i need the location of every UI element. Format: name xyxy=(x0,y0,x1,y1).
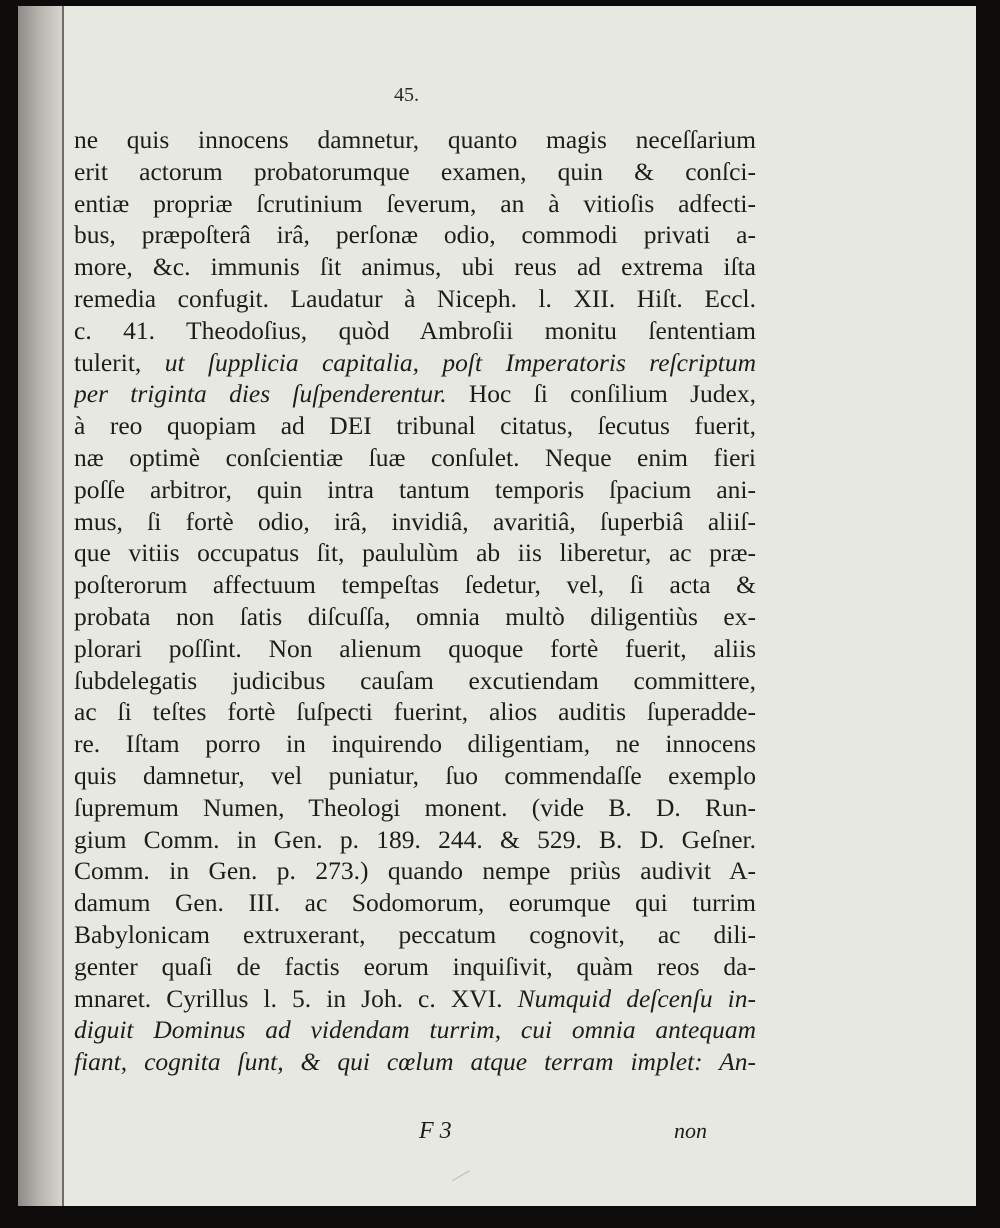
italic-run: diguit Dominus ad videndam turrim, cui omnia antequam xyxy=(74,1015,756,1045)
text-line: mus, ſi fortè odio, irâ, invidiâ, avaritiâ, ſuperbiâ aliiſ- xyxy=(74,506,756,536)
text-line xyxy=(74,378,756,410)
text-line: quis damnetur, vel puniatur, ſuo commendaſſe exemplo xyxy=(74,760,756,790)
italic-run: per triginta dies ſuſpenderentur. xyxy=(74,379,447,409)
text-line: poſſe arbitror, quin intra tantum temporis ſpacium ani- xyxy=(74,474,756,504)
text-line: entiæ propriæ ſcrutinium ſeverum, an à vitioſis adfecti- xyxy=(74,188,756,218)
text-line: ſubdelegatis judicibus cauſam excutiendam committere, xyxy=(74,665,756,695)
ink-smudge xyxy=(446,1160,470,1181)
text-line xyxy=(74,1046,756,1078)
text-run: tulerit, xyxy=(74,347,165,377)
text-line: erit actorum probatorumque examen, quin & conſci- xyxy=(74,156,756,186)
text-run: Hoc ſi conſilium Judex, xyxy=(446,379,756,409)
catchword: non xyxy=(674,1118,707,1143)
text-line: ac ſi teſtes fortè ſuſpecti fuerint, alios auditis ſuperadde- xyxy=(74,697,756,727)
text-line: damum Gen. III. ac Sodomorum, eorumque qui turrim xyxy=(74,888,756,918)
text-line: ſupremum Numen, Theologi monent. (vide B. D. Run- xyxy=(74,792,756,822)
text-line: remedia confugit. Laudatur à Niceph. l. XII. Hiſt. Eccl. xyxy=(74,283,756,313)
text-line: poſterorum affectuum tempeſtas ſedetur, vel, ſi acta & xyxy=(74,570,756,600)
text-line: Comm. in Gen. p. 273.) quando nempe priùs audivit A- xyxy=(74,856,756,886)
text-line: more, &c. immunis ſit animus, ubi reus ad extrema iſta xyxy=(74,252,756,282)
text-line: genter quaſi de factis eorum inquiſivit, quàm reos da- xyxy=(74,951,756,981)
page-number: 45. xyxy=(394,84,419,106)
text-line: bus, præpoſterâ irâ, perſonæ odio, commodi privati a- xyxy=(74,220,756,250)
text-line: que vitiis occupatus ſit, paululùm ab iis liberetur, ac præ- xyxy=(74,538,756,568)
italic-run: Numquid deſcenſu in- xyxy=(517,983,756,1013)
text-run: mnaret. Cyrillus l. 5. in Joh. c. XVI. xyxy=(74,983,518,1013)
text-line: re. Iſtam porro in inquirendo diligentiam, ne innocens xyxy=(74,729,756,759)
body-text xyxy=(74,87,756,1078)
scanned-page xyxy=(18,6,976,1206)
text-line: probata non ſatis diſcuſſa, omnia multò diligentiùs ex- xyxy=(74,601,756,631)
text-line: plorari poſſint. Non alienum quoque fortè fuerit, aliis xyxy=(74,633,756,663)
book-spine-shadow xyxy=(18,6,64,1206)
text-line xyxy=(74,1014,756,1046)
gutter-line xyxy=(62,6,64,1206)
text-line: Babylonicam extruxerant, peccatum cognovit, ac dili- xyxy=(74,919,756,949)
text-line: à reo quopiam ad DEI tribunal citatus, ſecutus fuerit, xyxy=(74,411,756,441)
text-line: ne quis innocens damnetur, quanto magis neceſſarium xyxy=(74,125,756,154)
text-line: c. 41. Theodoſius, quòd Ambroſii monitu ſententiam xyxy=(74,315,756,345)
signature-mark: F 3 xyxy=(419,1118,452,1144)
text-line xyxy=(74,983,756,1015)
italic-run: ut ſupplicia capitalia, poſt Imperatoris reſcriptum xyxy=(164,347,756,377)
text-line: gium Comm. in Gen. p. 189. 244. & 529. B. D. Geſner. xyxy=(74,824,756,854)
text-line: næ optimè conſcientiæ ſuæ conſulet. Neque enim fieri xyxy=(74,442,756,472)
italic-run: fiant, cognita ſunt, & qui cœlum atque terram implet: An- xyxy=(74,1047,756,1077)
text-line xyxy=(74,347,756,379)
